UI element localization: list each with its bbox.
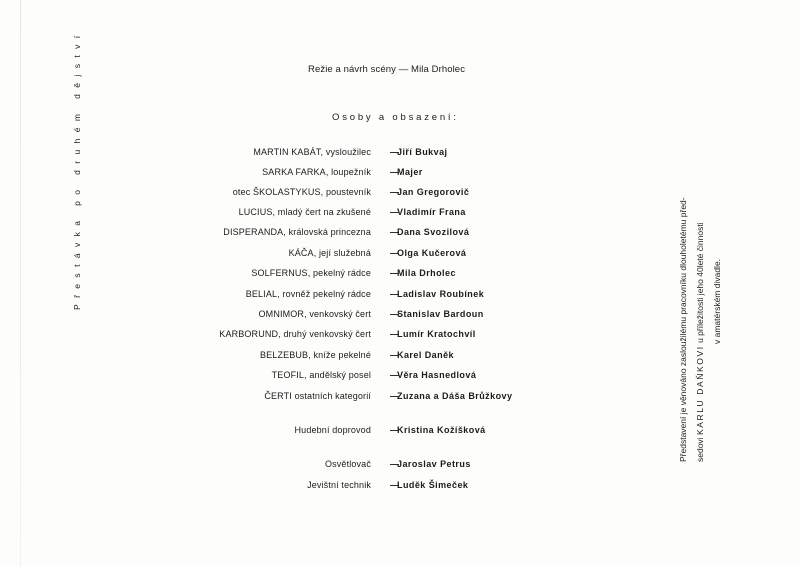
role-name: OMNIMOR, venkovský čert [258, 309, 371, 319]
actor-name: Jan Gregorovič [397, 187, 470, 197]
role-name: otec ŠKOLASTYKUS, poustevník [232, 187, 371, 197]
dedication-line-2 [692, 197, 709, 462]
role-name: BELZEBUB, kníže pekelné [259, 350, 371, 360]
dedication-line-1: Představení je věnováno zasloužilému pracovníku dlouholetému před- [678, 197, 688, 462]
actor-name: Dana Svozilová [397, 227, 470, 237]
crew-row [150, 425, 570, 439]
actor-name: Lumír Kratochvíl [397, 329, 476, 339]
cast-heading: Osoby a obsazení: [332, 112, 459, 123]
cast-row [150, 207, 570, 221]
intermission-note: Přestávka po druhém dějství [72, 29, 82, 310]
cast-row [150, 350, 570, 364]
dedication-suffix: u příležitosti jeho 40leté činnosti [695, 222, 705, 343]
cast-row [150, 268, 570, 282]
separator-dash: — [390, 329, 399, 339]
role-name: SOLFERNUS, pekelný rádce [251, 268, 371, 278]
role-name: KARBORUND, druhý venkovský čert [219, 329, 371, 339]
separator-dash: — [390, 289, 399, 299]
actor-name: Stanislav Bardoun [397, 309, 484, 319]
separator-dash: — [390, 370, 399, 380]
separator-dash: — [390, 227, 399, 237]
crew-row [150, 459, 570, 473]
crew-member-name: Luděk Šimeček [397, 480, 469, 490]
separator-dash: — [390, 350, 399, 360]
cast-row [150, 309, 570, 323]
actor-name: Majer [397, 167, 423, 177]
role-name: TEOFIL, andělský posel [271, 370, 371, 380]
cast-row [150, 147, 570, 161]
crew-role: Hudební doprovod [294, 425, 371, 435]
crew-role: Jevištní technik [307, 480, 371, 490]
actor-name: Jiří Bukvaj [397, 147, 448, 157]
role-name: ČERTI ostatních kategorií [264, 391, 371, 401]
dedication-line-3: v amatérském divadle. [712, 258, 722, 344]
actor-name: Věra Hasnedlová [397, 370, 477, 380]
actor-name: Karel Daněk [397, 350, 454, 360]
separator-dash: — [390, 147, 399, 157]
actor-name: Vladimír Frana [397, 207, 466, 217]
cast-row [150, 248, 570, 262]
cast-row [150, 370, 570, 384]
actor-name: Olga Kučerová [397, 248, 467, 258]
role-name: LUCIUS, mladý čert na zkušené [238, 207, 371, 217]
cast-row [150, 187, 570, 201]
crew-member-name: Kristina Kožíšková [397, 425, 486, 435]
separator-dash: — [390, 268, 399, 278]
crew-member-name: Jaroslav Petrus [397, 459, 471, 469]
separator-dash: — [390, 391, 399, 401]
separator-dash: — [390, 480, 399, 490]
separator-dash: — [390, 167, 399, 177]
actor-name: Ladislav Roubínek [397, 289, 485, 299]
page-fold-line [20, 0, 21, 566]
dedication-note [675, 197, 726, 462]
separator-dash: — [390, 207, 399, 217]
role-name: SARKA FARKA, loupežník [262, 167, 371, 177]
actor-name: Zuzana a Dáša Brůžkovy [397, 391, 513, 401]
cast-row [150, 227, 570, 241]
cast-row [150, 289, 570, 303]
separator-dash: — [390, 309, 399, 319]
role-name: BELIAL, rovněž pekelný rádce [245, 289, 371, 299]
separator-dash: — [390, 187, 399, 197]
honoree-name: KARLU DAŇKOVI [695, 345, 705, 436]
separator-dash: — [390, 425, 399, 435]
crew-row [150, 480, 570, 494]
role-name: MARTIN KABÁT, vysloužilec [253, 147, 371, 157]
role-name: DISPERANDA, královská princezna [223, 227, 371, 237]
dedication-prefix: sedovi [695, 437, 705, 462]
cast-row [150, 329, 570, 343]
separator-dash: — [390, 248, 399, 258]
role-name: KÁČA, její služebná [288, 248, 371, 258]
cast-row [150, 391, 570, 405]
actor-name: Mila Drholec [397, 268, 456, 278]
cast-row [150, 167, 570, 181]
separator-dash: — [390, 459, 399, 469]
director-credit: Režie a návrh scény — Mila Drholec [308, 64, 466, 75]
crew-role: Osvětlovač [324, 459, 371, 469]
